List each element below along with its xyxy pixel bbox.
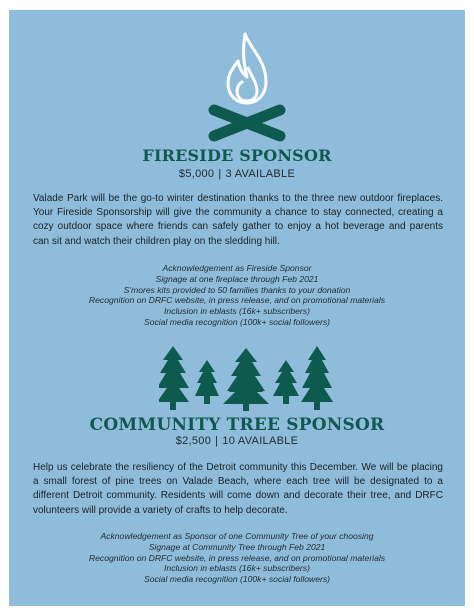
tree-price: $2,500 <box>175 435 212 447</box>
benefit-item: Acknowledgement as Sponsor of one Community Tree of your choosing <box>100 531 374 541</box>
price-separator: | <box>218 168 222 180</box>
benefit-item: Social media recognition (100k+ social followers) <box>143 574 331 585</box>
benefit-item: Signage at one fireplace through Feb 2021 <box>155 273 319 284</box>
fireside-title: FIRESIDE SPONSOR <box>142 146 332 165</box>
benefit-item: Social media recognition (100k+ social followers) <box>143 316 331 327</box>
benefit-item: Inclusion in eblasts (16k+ subscribers) <box>164 563 310 574</box>
benefit-item: Recognition on DRFC website, in press release, and on promotional materials <box>88 295 386 306</box>
benefit-item: Inclusion in eblasts (16k+ subscribers) <box>164 306 310 317</box>
tree-description: Help us celebrate the resiliency of the Detroit community this December. We will be placing a small forest of pine trees on Valade Beach, where each tree will be designated to a different Detroit community. Residents will come down and decorate their tree, and DRFC volunteers will provide a variety of crafts to help decorate. <box>33 462 443 516</box>
benefit-item: Acknowledgement as Fireside Sponsor <box>162 263 312 273</box>
benefit-item: S'mores kits provided to 50 families thanks to your donation <box>123 284 351 295</box>
tree-benefits <box>9 531 465 585</box>
tree-price-line <box>9 435 465 447</box>
tree-availability: 10 AVAILABLE <box>222 435 299 447</box>
fireside-description: Valade Park will be the go-to winter destination thanks to the three new outdoor fireplaces. Your Fireside Sponsorship will give the community a chance to stay connected, creating a cozy outdoor space where friends can safely gather to enjoy a hot beverage and parents can sit and watch their children play on the sledding hill. <box>33 193 443 247</box>
sponsorship-page <box>9 10 465 606</box>
benefit-item: Recognition on DRFC website, in press release, and on promotional materials <box>88 552 386 563</box>
fireside-availability: 3 AVAILABLE <box>225 168 296 180</box>
fireside-price: $5,000 <box>178 168 215 180</box>
price-separator: | <box>215 435 219 447</box>
campfire-icon <box>204 30 290 144</box>
pine-trees-icon <box>159 346 335 412</box>
tree-title: COMMUNITY TREE SPONSOR <box>89 415 385 435</box>
benefit-item: Signage at Community Tree through Feb 2021 <box>148 541 326 552</box>
fireside-benefits <box>9 263 465 328</box>
fireside-price-line <box>9 168 465 180</box>
